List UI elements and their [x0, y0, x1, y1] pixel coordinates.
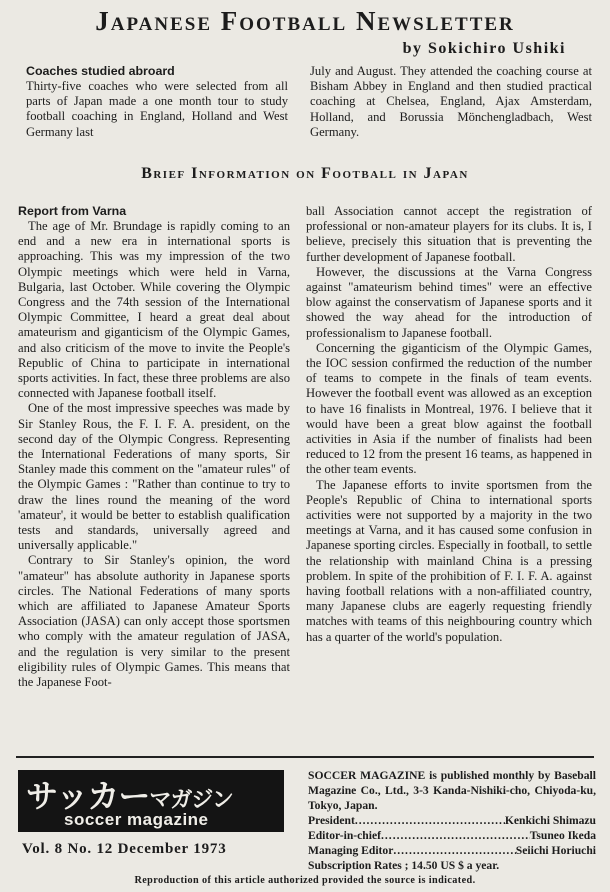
paragraph: However, the discussions at the Varna Congress against "amateurism behind times" were an effective blow against the conservatism of Japanese sports and it showed the way ahead for the introduction of professionalism to Japanese football.: [306, 264, 592, 340]
staff-managing-editor: Managing Editor ..... Seiichi Horiuchi: [308, 843, 596, 858]
varna-article-left: [18, 204, 290, 690]
coaches-text-left: Thirty-five coaches who were selected from all parts of Japan made a one month tour to study football coaching in England, Holland and West Germany last: [26, 79, 288, 139]
staff-president: President ..... Kenkichi Shimazu: [308, 813, 596, 828]
paragraph: One of the most impressive speeches was made by Sir Stanley Rous, the F. I. F. A. president, on the second day of the Olympic Congress. Representing the International Federations of many sports, Sir Stanley made this comment on the "amateur rules" of the Olympic Games : "Rather than continue to try to draw the lines round the meaning of the word 'amateur', it would be better to establish qualification tests and standards, universally agreed and universally applicable.": [18, 401, 290, 553]
staff-editor-in-chief: Editor-in-chief ..... Tsuneo Ikeda: [308, 828, 596, 843]
soccer-magazine-logo: [18, 770, 284, 832]
issue-line: Vol. 8 No. 12 December 1973: [22, 841, 227, 857]
subscription-rates: Subscription Rates ; 14.50 US $ a year.: [308, 859, 500, 872]
coaches-article-left: [26, 64, 288, 140]
paragraph: Concerning the giganticism of the Olympic Games, the IOC session confirmed the reduction of the number of teams to compete in the finals of team events. However the football event was allowed as an exception to have 16 finalists in Montreal, 1976. I believe that it would have been a great blow against the football activities in Asia if the number of finalists had been reduced to 12 from the present 16 teams, as happened in the other team events.: [306, 340, 592, 477]
coaches-text-right: July and August. They attended the coaching course at Bisham Abbey in England and then studied practical coaching at Chelsea, England, Ajax Amsterdam, Holland, and Borussia Mönchengladbach, West Germany.: [310, 64, 592, 139]
divider-rule: [16, 756, 594, 758]
coaches-article-right: [310, 64, 592, 140]
logo-english: soccer magazine: [64, 810, 209, 829]
publisher-intro: SOCCER MAGAZINE is published monthly by Baseball Magazine Co., Ltd., 3-3 Kanda-Nishiki-cho, Chiyoda-ku, Tokyo, Japan.: [308, 769, 596, 812]
paragraph: The age of Mr. Brundage is rapidly coming to an end and a new era in international sports is approaching. This was my impression of the two Olympic meetings which were held in Varna, Bulgaria, last October. While covering the Olympic Congress and the 74th session of the International Olympic Committee, I heard a great deal about amateurism and giganticism of the Olympic Games, and also criticism of the move to invite the People's Republic of China to participate in international sports activities. In fact, these three problems are also connected with Japanese football itself.: [18, 219, 290, 401]
coaches-subhead: Coaches studied abroard: [26, 64, 175, 78]
newsletter-title: Japanese Football Newsletter: [95, 6, 515, 36]
varna-subhead: Report from Varna: [18, 204, 127, 218]
section-title: Brief Information on Football in Japan: [141, 165, 469, 182]
reproduction-notice: Reproduction of this article authorized provided the source is indicated.: [134, 875, 476, 886]
byline: by Sokichiro Ushiki: [402, 40, 566, 57]
paragraph: Contrary to Sir Stanley's opinion, the word "amateur" has absolute authority in Japanese sports circles. The National Federations of many sports which are affiliated to Japanese Amateur Sports Association (JASA) can only accept those sportsmen who comply with the amateur regulation of JASA, and the regulation is very similar to the present eligibility rules of Olympic Games. This means that the Japanese Foot-: [18, 553, 290, 690]
logo-japanese: サッカーマガジン: [26, 778, 233, 814]
paragraph: The Japanese efforts to invite sportsmen from the People's Republic of China to international sports activities were not supported by a majority in the two meetings at Varna, and it has caused some confusion in Japanese sporting circles. Especially in football, to settle the relationship with mainland China is a pressing problem. In spite of the prohibition of F. I. F. A. against having football relations with a non-affiliated country, many Japanese clubs are eagerly requesting friendly matches with teams of this neighbouring country which has a quarter of the world's population.: [306, 477, 592, 644]
varna-article-right: [306, 204, 592, 645]
paragraph: ball Association cannot accept the registration of professional or non-amateur players for its clubs. It is, I believe, precisely this situation that is preventing the further development of Japanese football.: [306, 204, 592, 264]
publisher-info: [308, 768, 596, 873]
